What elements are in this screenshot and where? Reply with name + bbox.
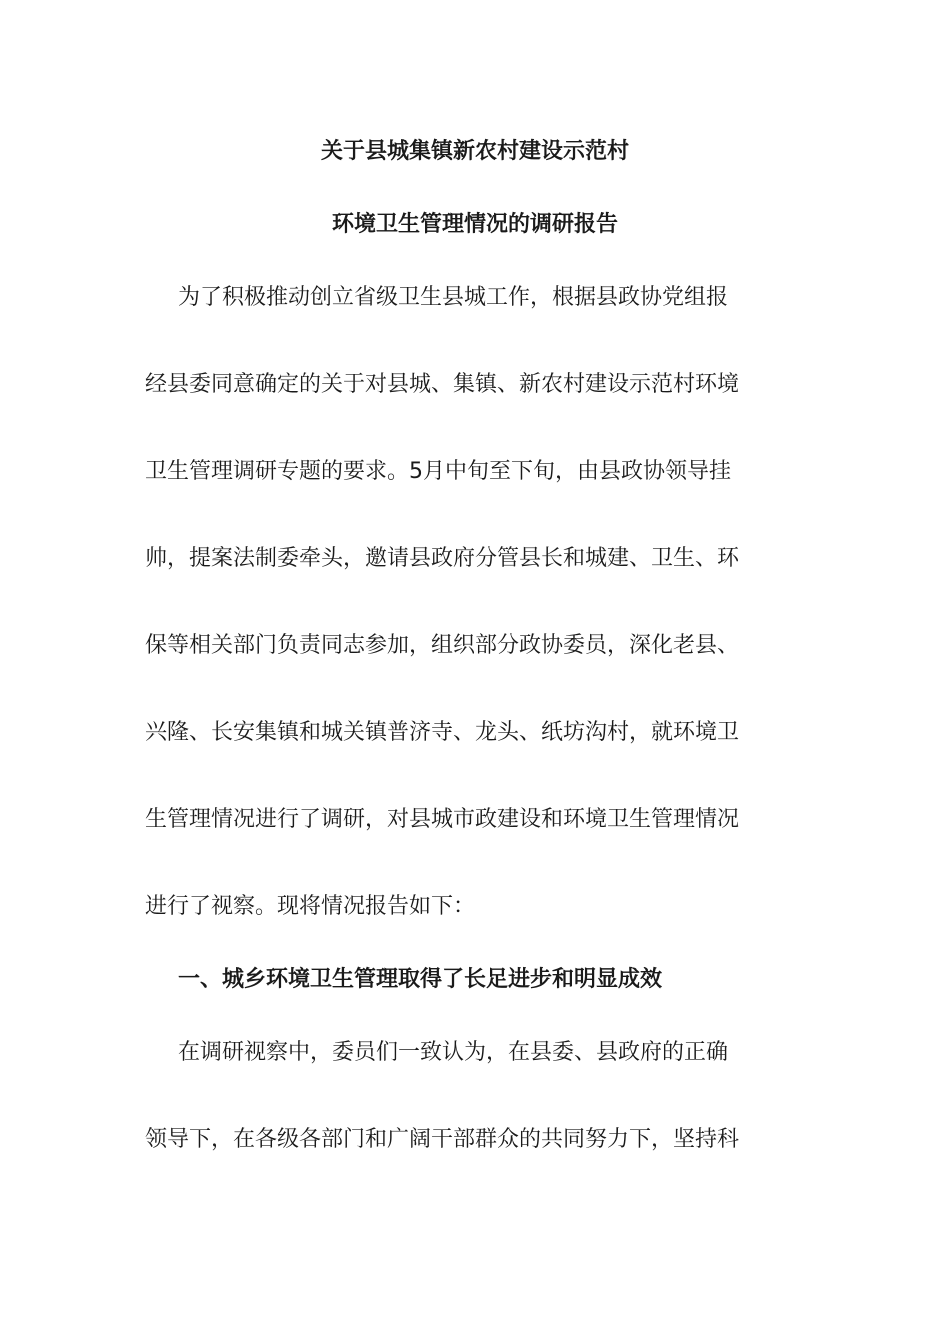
document-title-line-1: 关于县城集镇新农村建设示范村 — [320, 139, 629, 164]
paragraph-line: 经县委同意确定的关于对县城、集镇、新农村建设示范村环境 — [145, 372, 740, 397]
paragraph-line: 兴隆、长安集镇和城关镇普济寺、龙头、纸坊沟村，就环境卫 — [145, 720, 740, 745]
paragraph-line: 帅，提案法制委牵头，邀请县政府分管县长和城建、卫生、环 — [145, 546, 740, 571]
paragraph-line: 领导下，在各级各部门和广阔干部群众的共同努力下，坚持科 — [145, 1127, 740, 1152]
paragraph-line: 在调研视察中，委员们一致认为，在县委、县政府的正确 — [178, 1040, 729, 1065]
paragraph-line: 为了积极推动创立省级卫生县城工作，根据县政协党组报 — [178, 285, 729, 310]
paragraph-line: 生管理情况进行了调研，对县城市政建设和环境卫生管理情况 — [145, 807, 740, 832]
paragraph-line: 保等相关部门负责同志参加，组织部分政协委员，深化老县、 — [145, 633, 740, 658]
paragraph-line: 卫生管理调研专题的要求。5月中旬至下旬，由县政协领导挂 — [145, 459, 731, 484]
paragraph-line: 进行了视察。现将情况报告如下： — [145, 894, 476, 919]
document-title-line-2: 环境卫生管理情况的调研报告 — [331, 212, 618, 237]
section-heading: 一、城乡环境卫生管理取得了长足进步和明显成效 — [178, 967, 663, 992]
